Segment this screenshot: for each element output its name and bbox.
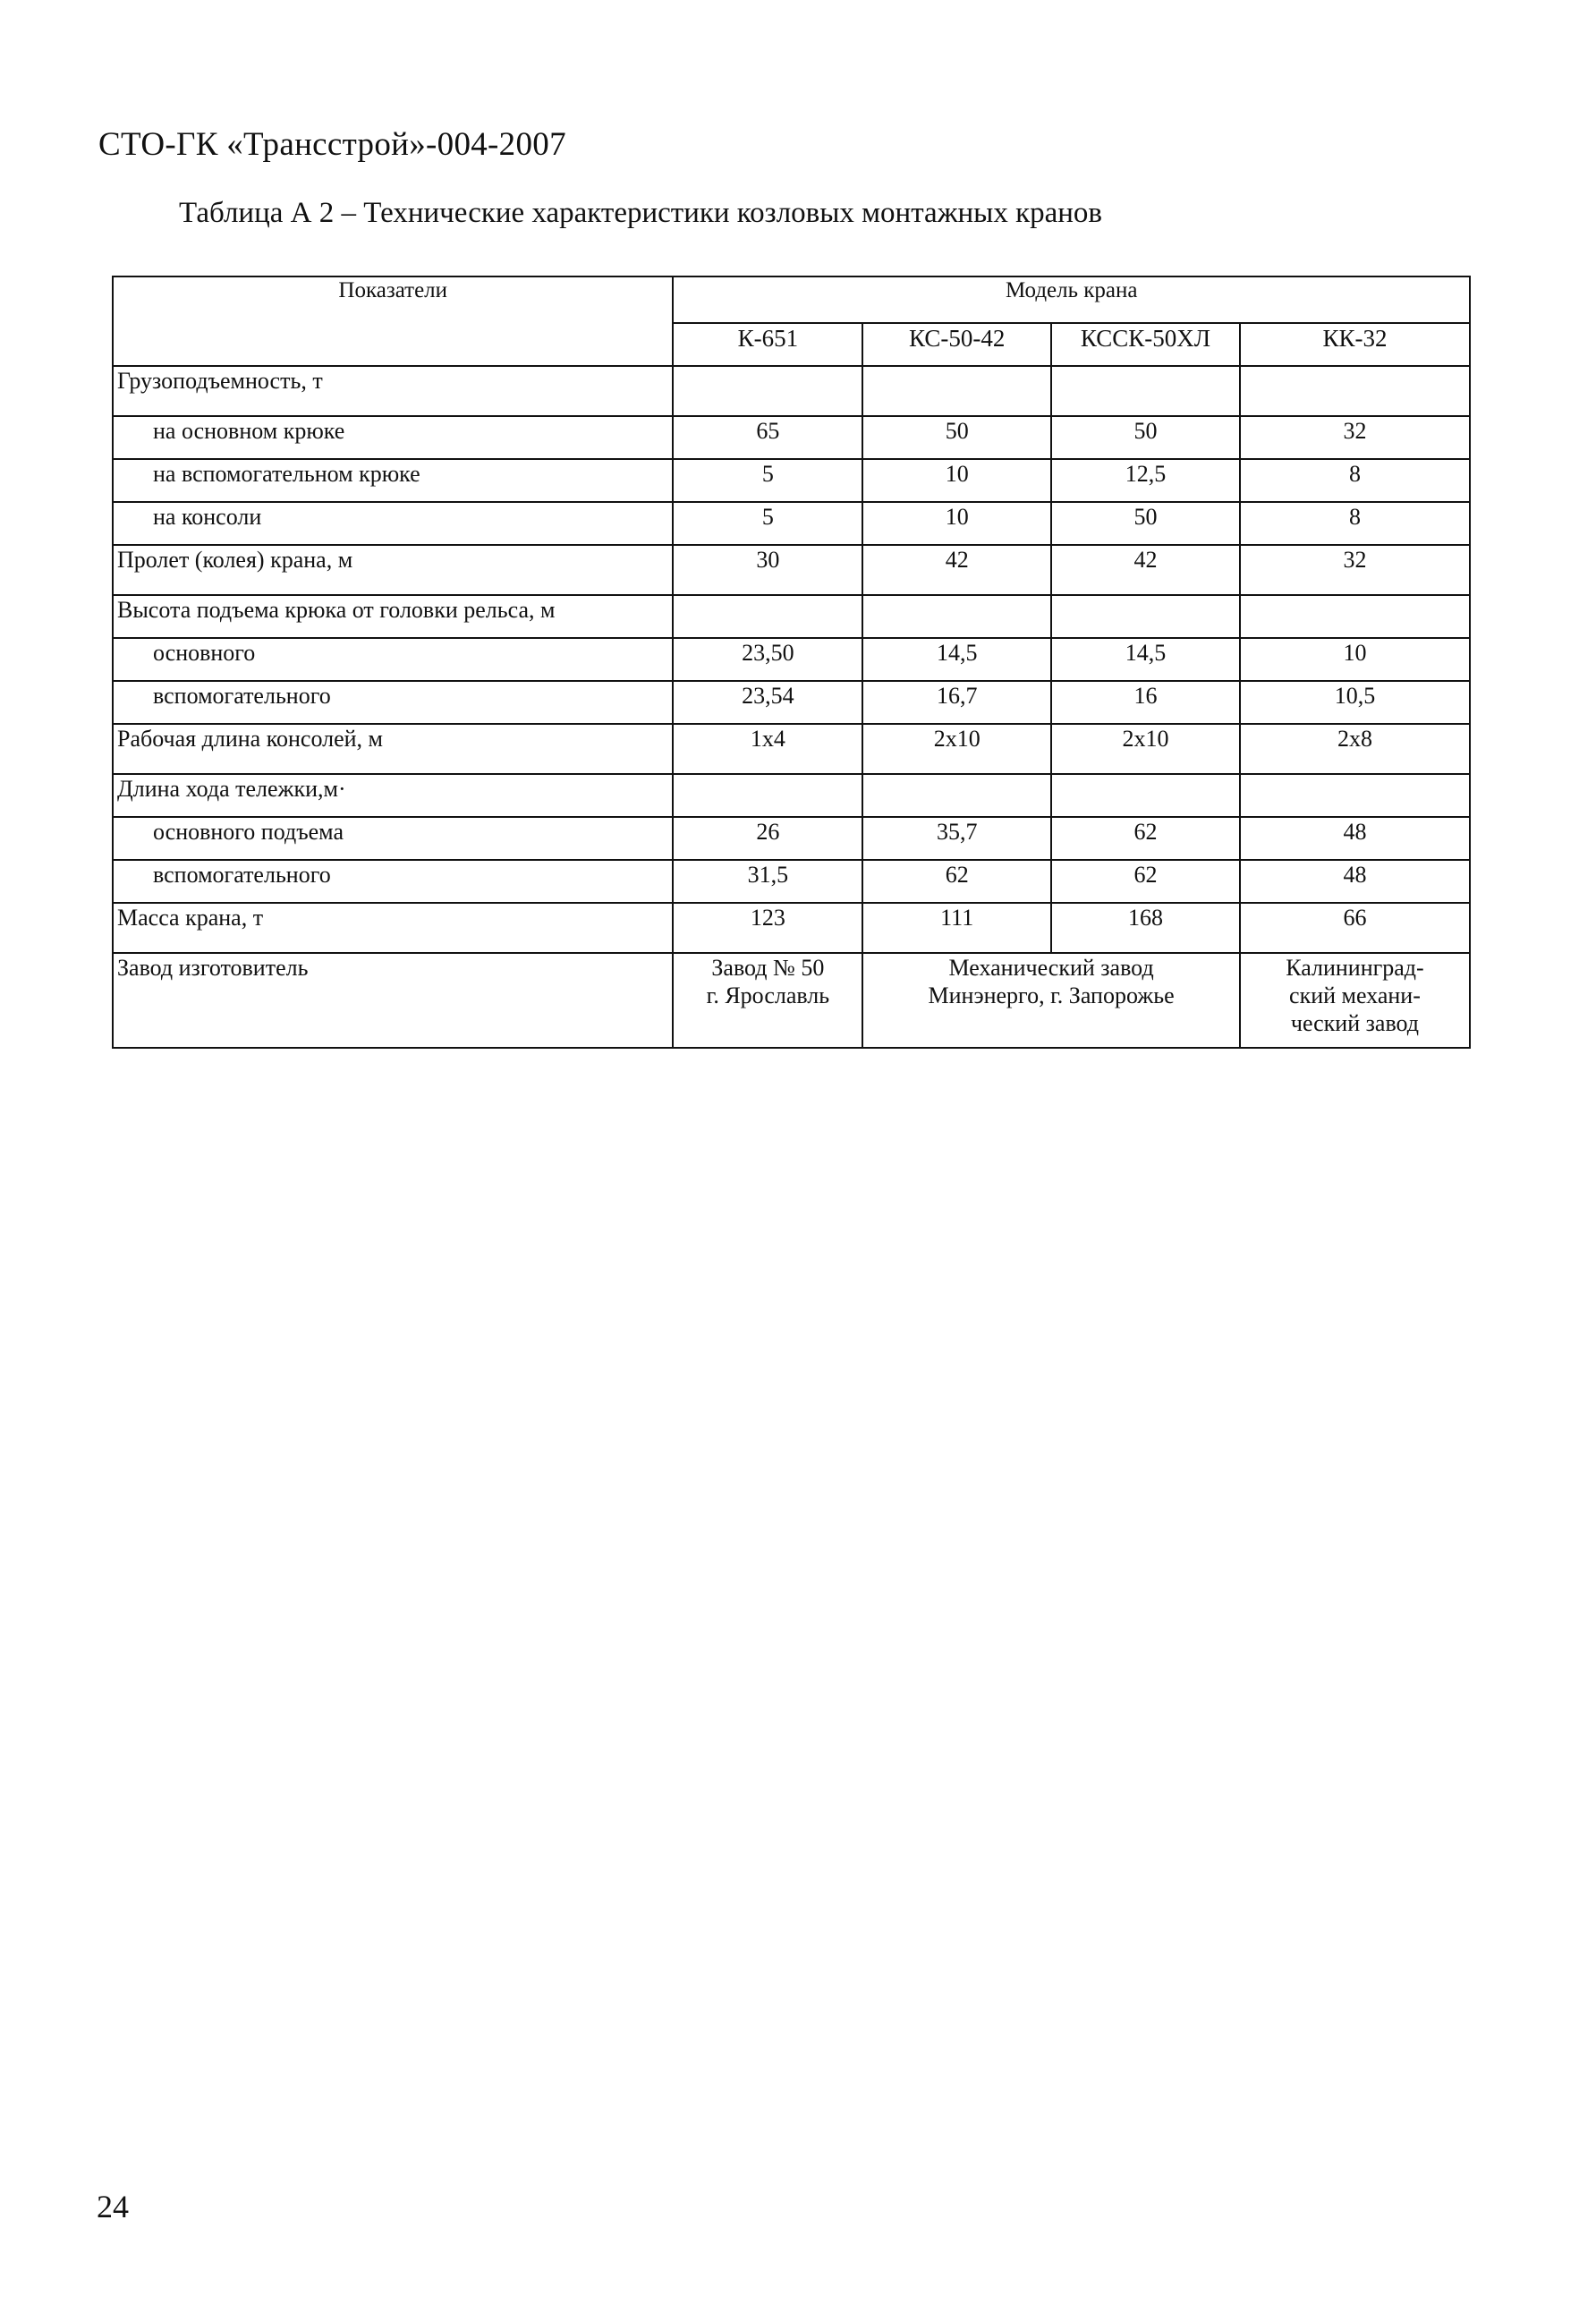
table-row — [113, 545, 1470, 595]
table-cell: 35,7 — [862, 817, 1051, 860]
row-label: на основном крюке — [113, 416, 673, 459]
manufacturer-row — [113, 953, 1470, 1048]
table-cell — [1051, 595, 1240, 638]
table-cell: 48 — [1240, 817, 1470, 860]
row-label: Масса крана, т — [113, 903, 673, 953]
table-row — [113, 502, 1470, 545]
table-cell — [862, 366, 1051, 416]
table-row — [113, 366, 1470, 416]
page-number: 24 — [97, 2189, 129, 2224]
row-label: на вспомогательном крюке — [113, 459, 673, 502]
row-label: вспомогательного — [113, 681, 673, 724]
table-cell — [673, 366, 862, 416]
table-cell: 111 — [862, 903, 1051, 953]
table-cell: 14,5 — [862, 638, 1051, 681]
table-cell: 62 — [1051, 817, 1240, 860]
manufacturer-label: Завод изготовитель — [113, 953, 673, 1048]
table-cell: 5 — [673, 502, 862, 545]
table-cell: 48 — [1240, 860, 1470, 903]
row-label: Пролет (колея) крана, м — [113, 545, 673, 595]
table-cell: 14,5 — [1051, 638, 1240, 681]
table-cell: 10 — [862, 502, 1051, 545]
table-row — [113, 459, 1470, 502]
table-cell: 8 — [1240, 502, 1470, 545]
table-cell: 123 — [673, 903, 862, 953]
table-cell — [673, 774, 862, 817]
row-label: Грузоподъемность, т — [113, 366, 673, 416]
table-cell: 10 — [862, 459, 1051, 502]
document-header: СТО-ГК «Трансстрой»-004-2007 — [98, 126, 566, 163]
column-header-kk-32: КК-32 — [1240, 323, 1470, 366]
table-cell: 8 — [1240, 459, 1470, 502]
table-row — [113, 638, 1470, 681]
manufacturer-ks-kssk: Механический завод Минэнерго, г. Запорожье — [862, 953, 1240, 1048]
table-cell: 1x4 — [673, 724, 862, 774]
table-cell: 42 — [1051, 545, 1240, 595]
table-cell — [1051, 366, 1240, 416]
table-cell — [1051, 774, 1240, 817]
table-cell: 10,5 — [1240, 681, 1470, 724]
table-row — [113, 724, 1470, 774]
column-header-kssk-50hl: КССК-50ХЛ — [1051, 323, 1240, 366]
table-cell: 12,5 — [1051, 459, 1240, 502]
table-cell: 50 — [862, 416, 1051, 459]
table-row — [113, 903, 1470, 953]
table-cell: 23,54 — [673, 681, 862, 724]
params-header: Показатели — [113, 276, 673, 366]
table-cell: 168 — [1051, 903, 1240, 953]
table-row — [113, 860, 1470, 903]
table-cell — [1240, 595, 1470, 638]
table-caption: Таблица А 2 – Технические характеристики козловых монтажных кранов — [179, 197, 1102, 229]
row-label: основного — [113, 638, 673, 681]
row-label: основного подъема — [113, 817, 673, 860]
manufacturer-k651: Завод № 50 г. Ярославль — [673, 953, 862, 1048]
table-cell: 2x10 — [862, 724, 1051, 774]
table-cell: 31,5 — [673, 860, 862, 903]
table-cell: 16,7 — [862, 681, 1051, 724]
table-cell: 23,50 — [673, 638, 862, 681]
table-cell: 65 — [673, 416, 862, 459]
table-cell: 32 — [1240, 416, 1470, 459]
model-header: Модель крана — [673, 276, 1470, 323]
row-label: на консоли — [113, 502, 673, 545]
table-row — [113, 595, 1470, 638]
table-cell: 42 — [862, 545, 1051, 595]
column-header-ks-50-42: КС-50-42 — [862, 323, 1051, 366]
manufacturer-kk32: Калининград- ский механи- ческий завод — [1240, 953, 1470, 1048]
table-cell: 62 — [862, 860, 1051, 903]
table-row — [113, 416, 1470, 459]
table-body — [113, 366, 1470, 1048]
table-row — [113, 817, 1470, 860]
table-cell: 32 — [1240, 545, 1470, 595]
table-cell: 50 — [1051, 416, 1240, 459]
row-label: Длина хода тележки,м· — [113, 774, 673, 817]
table-cell: 50 — [1051, 502, 1240, 545]
table-cell: 5 — [673, 459, 862, 502]
row-label: Высота подъема крюка от головки рельса, м — [113, 595, 673, 638]
table-cell — [862, 595, 1051, 638]
row-label: вспомогательного — [113, 860, 673, 903]
table-cell: 26 — [673, 817, 862, 860]
table-cell: 62 — [1051, 860, 1240, 903]
table-row — [113, 774, 1470, 817]
table-cell — [1240, 774, 1470, 817]
table-row — [113, 681, 1470, 724]
table-cell: 10 — [1240, 638, 1470, 681]
table-cell — [1240, 366, 1470, 416]
table-cell — [673, 595, 862, 638]
table-cell: 16 — [1051, 681, 1240, 724]
table-cell: 2x8 — [1240, 724, 1470, 774]
row-label: Рабочая длина консолей, м — [113, 724, 673, 774]
crane-spec-table — [112, 276, 1471, 1049]
table-cell: 66 — [1240, 903, 1470, 953]
table-cell: 30 — [673, 545, 862, 595]
table-cell: 2x10 — [1051, 724, 1240, 774]
column-header-k651: К-651 — [673, 323, 862, 366]
table-cell — [862, 774, 1051, 817]
